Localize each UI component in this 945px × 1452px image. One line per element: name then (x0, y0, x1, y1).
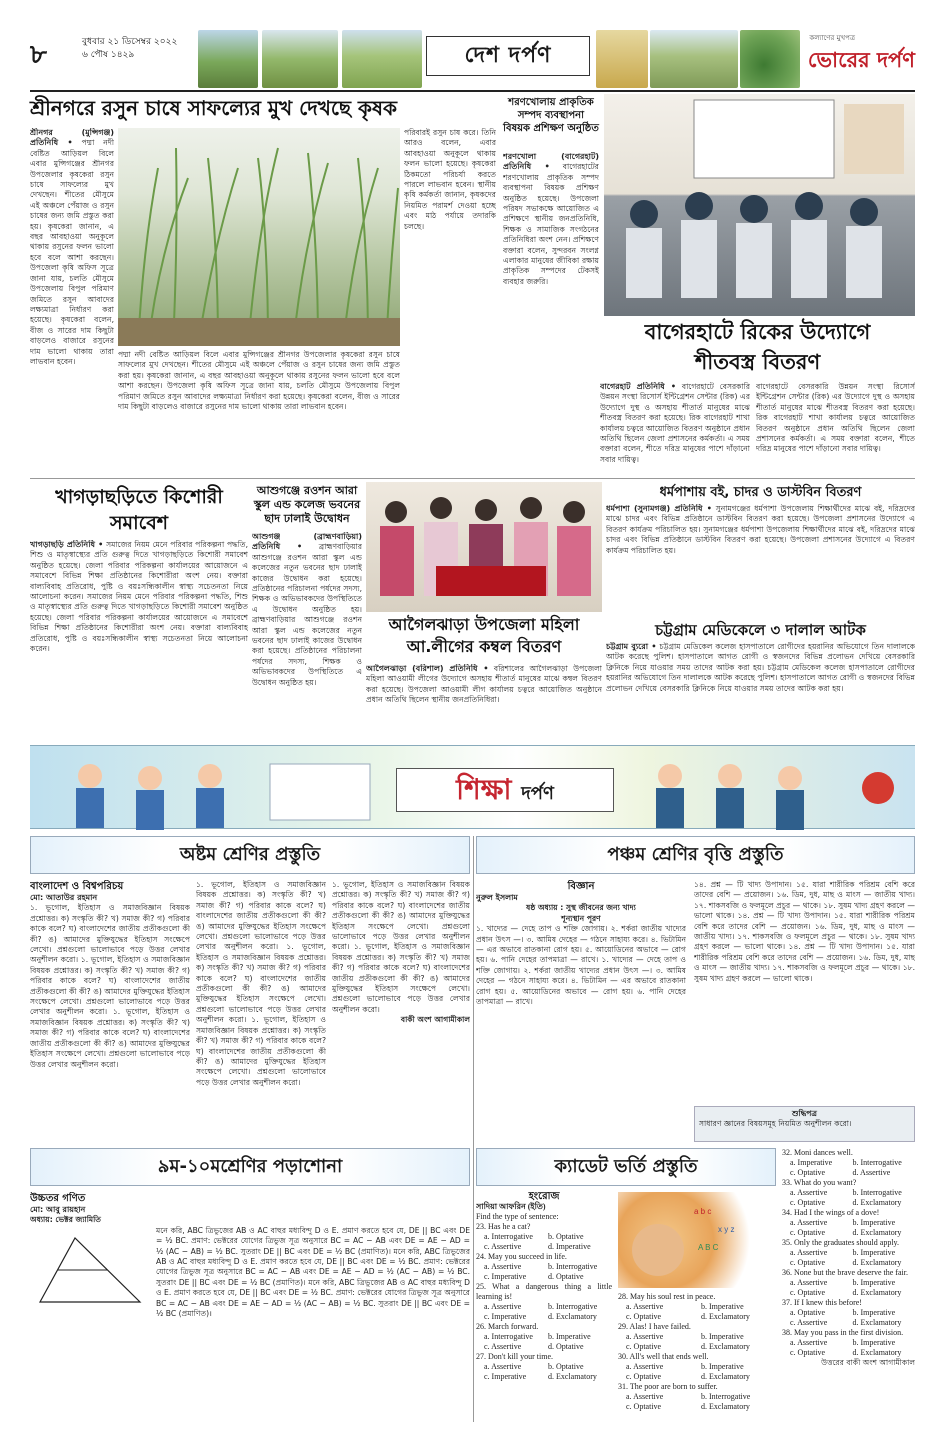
mcq-item (782, 1328, 915, 1358)
training-body: শরণখোলা (বাগেরহাট) প্রতিনিধি • বাগেরহাটের শরণখোলায় প্রাকৃতিক সম্পদ ব্যবস্থাপনা বিষয়ক প্রশিক্ষণ অনুষ্ঠিত হয়েছে। উপজেলা পরিষদ সভাকক্ষে আয়োজিত এ প্রশিক্ষণে স্থানীয় জনপ্রতিনিধি, শিক্ষক ও সামাজিক সংগঠনের প্রতিনিধিরা অংশ নেন। প্রশিক্ষণে বক্তারা বলেন, সুন্দরবন সংলগ্ন এলাকার মানুষের জীবিকা রক্ষায় প্রাকৃতিক সম্পদের টেকসই ব্যবহার জরুরি। (503, 152, 599, 286)
mcq-option: a. Assertive (626, 1332, 664, 1341)
bgs-teacher: মো: আতাউর রহমান (30, 893, 98, 902)
ctg-headline: চট্টগ্রাম মেডিকেলে ৩ দালাল আটক (655, 621, 866, 639)
shuddhipatra-title: শুদ্ধিপত্র (791, 1109, 817, 1118)
mcq-option: a. Assertive (626, 1362, 664, 1371)
strip-photo-crops (342, 30, 422, 88)
english-questions-left (476, 1222, 612, 1382)
science-chapter: ষষ্ঠ অধ্যায় : সুস্থ জীবনের জন্য খাদ্য (526, 903, 636, 913)
garlic-body-col2: পরিবারই রসুন চাষ করে। তিনি আরও বলেন, এবার আবহাওয়া অনুকূলে থাকায় ফলন ভালো হয়েছে। কৃষকেরা ঠিকমতো পরিচর্যা করতে পারলে লাভবান হবেন। স্থানীয় কৃষি কর্মকর্তা জানান, কৃষকদের নিয়মিত পরামর্শ দেওয়া হচ্ছে এবং মাঠ পর্যায়ে তদারকি চলছে। (404, 128, 496, 231)
ric-headline-line1: বাগেরহাটে রিকের উদ্যোগে (644, 320, 871, 344)
mcq-option: c. Imperative (484, 1312, 527, 1321)
mcq-option: b. Imperative (852, 1218, 896, 1227)
mcq-option: d. Exclamatory (701, 1312, 750, 1321)
math-subject: উচ্চতর গণিত (30, 1193, 86, 1204)
mcq-option: d. Optative (548, 1342, 584, 1351)
mcq-option: d. Exclamatory (701, 1342, 750, 1351)
garlic-body-col3: পদ্মা নদী বেষ্টিত আড়িয়ল বিলে এবার মুন্সিগঞ্জের শ্রীনগর উপজেলার কৃষকেরা রসুন চাষে সাফল্যের মুখ দেখছেন। শীতের মৌসুমে এই অঞ্চলে পেঁয়াজ ও রসুন চাষের জন্য জমি প্রস্তুত করা হয়। কৃষকেরা জানান, এ বছর আবহাওয়া অনুকূলে থাকায় রসুনের ফলন ভালো হবে বলে আশা করছেন। উপজেলা কৃষি অফিস সূত্রে জানা যায়, চলতি মৌসুমে উপজেলায় বিপুল পরিমাণ জমিতে রসুন আবাদের লক্ষ্যমাত্রা নির্ধারণ করা হয়েছে। কৃষকেরা বলেন, বীজ ও সারের দাম কিছুটা বাড়লেও বাজারে রসুনের দাম ভালো থাকায় তারা লাভবান হবেন। (118, 350, 400, 412)
mcq-option: b. Interrogative (701, 1392, 751, 1401)
mcq-option: a. Interrogative (484, 1332, 533, 1341)
mcq-option: c. Imperative (484, 1372, 527, 1381)
mcq-option: b. Imperative (548, 1332, 591, 1341)
mcq-option: d. Exclamatory (548, 1372, 597, 1381)
mcq-option: a. Assertive (626, 1392, 664, 1401)
mcq-option: b. Interrogative (548, 1262, 598, 1271)
mcq-question: 23. Has he a cat? (476, 1222, 531, 1231)
mcq-item (782, 1298, 915, 1328)
mcq-option: a. Optative (790, 1308, 826, 1317)
education-title (396, 768, 614, 812)
mcq-option: b. Imperative (852, 1338, 896, 1347)
mcq-question: 26. March forward. (476, 1322, 539, 1331)
english-questions-right (782, 1148, 915, 1358)
english-instruction: Find the type of sentence: (476, 1212, 559, 1221)
teen-body: খাগড়াছড়ি প্রতিনিধি • সমাজের নিয়ম মেনে পরিবার পরিকল্পনা পদ্ধতি, শিশু ও মাতৃস্বাস্থ্যের প্রতি গুরুত্ব দিতে খাগড়াছড়িতে কিশোরী সমাবেশ অনুষ্ঠিত হয়েছে। জেলা পরিবার পরিকল্পনা কার্যালয়ের আয়োজনে এ সমাবেশে বিভিন্ন শিক্ষা প্রতিষ্ঠানের কিশোরীরা অংশ নেয়। বক্তারা বাল্যবিবাহ প্রতিরোধ, পুষ্টি ও বয়ঃসন্ধিকালীন স্বাস্থ্য সচেতনতা নিয়ে আলোচনা করেন। সমাজের নিয়ম মেনে পরিবার পরিকল্পনা পদ্ধতি, শিশু ও মাতৃস্বাস্থ্যের প্রতি গুরুত্ব দিতে খাগড়াছড়িতে কিশোরী সমাবেশ অনুষ্ঠিত হয়েছে। জেলা পরিবার পরিকল্পনা কার্যালয়ের আয়োজনে এ সমাবেশে বিভিন্ন শিক্ষা প্রতিষ্ঠানের কিশোরীরা অংশ নেয়। বক্তারা বাল্যবিবাহ প্রতিরোধ, পুষ্টি ও বয়ঃসন্ধিকালীন স্বাস্থ্য সচেতনতা নিয়ে আলোচনা করেন। (30, 540, 248, 654)
mcq-option: d. Exclamatory (701, 1372, 750, 1381)
strip-photo-melons (740, 30, 800, 88)
date-english: বুধবার ২১ ডিসেম্বর ২০২২ (82, 37, 178, 47)
mcq-option: a. Assertive (484, 1302, 522, 1311)
divider (30, 478, 915, 479)
shuddhipatra-text: সাধারণ জ্ঞানের বিষয়সমূহ নিয়মিত অনুশীলন করো। (699, 1119, 852, 1128)
mcq-question: 24. May you succeed in life. (476, 1252, 567, 1261)
strip-photo-fields (198, 30, 258, 88)
training-headline: শরণখোলায় প্রাকৃতিক সম্পদ ব্যবস্থাপনা বিষয়ক প্রশিক্ষণ অনুষ্ঠিত (503, 97, 599, 134)
mcq-item (618, 1292, 776, 1322)
class5-heading: পঞ্চম শ্রেণির বৃত্তি প্রস্তুতি (476, 836, 915, 874)
bgs-column-2: ১. ভূগোল, ইতিহাস ও সমাজবিজ্ঞান বিষয়ক প্রশ্নোত্তর। ক) সংস্কৃতি কী? খ) সমাজ কী? গ) পরিবার কাকে বলে? ঘ) বাংলাদেশের জাতীয় প্রতীকগুলো কী কী? ঙ) আমাদের মুক্তিযুদ্ধের ইতিহাস সংক্ষেপে লেখো। প্রশ্নগুলো ভালোভাবে পড়ে উত্তর লেখার অনুশীলন করো। ১. ভূগোল, ইতিহাস ও সমাজবিজ্ঞান বিষয়ক প্রশ্নোত্তর। ক) সংস্কৃতি কী? খ) সমাজ কী? গ) পরিবার কাকে বলে? ঘ) বাংলাদেশের জাতীয় প্রতীকগুলো কী কী? ঙ) আমাদের মুক্তিযুদ্ধের ইতিহাস সংক্ষেপে লেখো। প্রশ্নগুলো ভালোভাবে পড়ে উত্তর লেখার অনুশীলন করো। ১. ভূগোল, ইতিহাস ও সমাজবিজ্ঞান বিষয়ক প্রশ্নোত্তর। ক) সংস্কৃতি কী? খ) সমাজ কী? গ) পরিবার কাকে বলে? ঘ) বাংলাদেশের জাতীয় প্রতীকগুলো কী কী? ঙ) আমাদের মুক্তিযুদ্ধের ইতিহাস সংক্ষেপে লেখো। প্রশ্নগুলো ভালোভাবে পড়ে উত্তর লেখার অনুশীলন করো। (196, 880, 326, 1087)
mcq-question: 30. All's well that ends well. (618, 1352, 709, 1361)
mcq-option: d. Exclamatory (852, 1348, 902, 1357)
strip-photo-cattle (650, 30, 738, 88)
mcq-option: a. Interrogative (484, 1232, 533, 1241)
school-headline: আশুগঞ্জে রওশন আরা স্কুল এন্ড কলেজ ভবনের ছাদ ঢালাই উদ্বোধন (253, 484, 361, 525)
mcq-option: b. Optative (548, 1362, 584, 1371)
garlic-headline: শ্রীনগরে রসুন চাষে সাফল্যের মুখ দেখছে কৃষক (30, 96, 398, 120)
mcq-option: d. Optative (548, 1272, 584, 1281)
section-title: দেশ দর্পণ (426, 36, 590, 76)
brand-logo: ভোরের দর্পণ (807, 47, 915, 72)
garlic-byline: শ্রীনগর (মুন্সিগঞ্জ) প্রতিনিধি • (30, 128, 114, 148)
mcq-option: b. Interrogative (548, 1302, 598, 1311)
mcq-option: b. Imperative (852, 1278, 896, 1287)
math-column: উচ্চতর গণিত মো: আবু রায়হান অধ্যায়: ভেক্টর জ্যামিতি মনে করি, ABC ত্রিভুজের AB ও AC বাহুর মধ্যবিন্দু D ও E. প্রমাণ করতে হবে যে, DE || BC এবং DE = ½ BC. প্রমাণ: ভেক্টরের যোগের ত্রিভুজ সূত্র অনুসারে BC = AC − AB এবং DE = AE − AD = ½ (AC − AB) = ½ BC. সুতরাং DE || BC এবং DE = ½ BC (প্রমাণিত)। মনে করি, ABC ত্রিভুজের AB ও AC বাহুর মধ্যবিন্দু D ও E. প্রমাণ করতে হবে যে, DE || BC এবং DE = ½ BC. প্রমাণ: ভেক্টরের যোগের ত্রিভুজ সূত্র অনুসারে BC = AC − AB এবং DE = AE − AD = ½ (AC − AB) = ½ BC. সুতরাং DE || BC এবং DE = ½ BC (প্রমাণিত)। মনে করি, ABC ত্রিভুজের AB ও AC বাহুর মধ্যবিন্দু D ও E. প্রমাণ করতে হবে যে, DE || BC এবং DE = ½ BC. প্রমাণ: ভেক্টরের যোগের ত্রিভুজ সূত্র অনুসারে BC = AC − AB এবং DE = AE − AD = ½ (AC − AB) = ½ BC. সুতরাং DE || BC এবং DE = ½ BC (প্রমাণিত)। (30, 1193, 470, 1319)
mcq-option: c. Optative (626, 1402, 662, 1411)
ric-event-photo (604, 94, 915, 316)
dharmapasha-headline: ধর্মপাশায় বই, চাদর ও ডাস্টবিন বিতরণ (659, 485, 862, 500)
mcq-option: a. Imperative (790, 1158, 833, 1167)
ric-body-col2: বাগেরহাটে বেসরকারি উন্নয়ন সংস্থা রিসোর্স ইন্টিগ্রেশন সেন্টার (রিক) এর উদ্যোগে দুস্থ ও অসহায় শীতার্ত মানুষের মাঝে শীতবস্ত্র বিতরণ করা হয়েছে। রিক বাগেরহাট শাখা কার্যালয় চত্বরে আয়োজিত বিতরণ অনুষ্ঠানে প্রধান অতিথি ছিলেন জেলা প্রশাসনের কর্মকর্তা। এ সময় বক্তারা বলেন, শীতে দরিদ্র মানুষের পাশে দাঁড়ানো সবার দায়িত্ব। (756, 382, 915, 454)
english-column-3 (782, 1148, 915, 1422)
garlic-field-photo (118, 128, 400, 346)
education-banner (30, 745, 915, 829)
mcq-option: d. Exclamatory (852, 1228, 902, 1237)
english-column-2 (618, 1292, 776, 1422)
mcq-option: c. Assertive (484, 1242, 522, 1251)
mcq-question: 36. None but the brave deserve the fair. (782, 1268, 908, 1277)
mcq-option: a. Assertive (790, 1338, 828, 1347)
svg-text:x y z: x y z (718, 1225, 735, 1234)
mcq-item (476, 1222, 612, 1252)
mcq-option: a. Assertive (484, 1262, 522, 1271)
mcq-question: 32. Moni dances well. (782, 1148, 853, 1157)
english-teacher: সাদিয়া আফরিন (ইতি) (476, 1202, 546, 1211)
ctg-body: চট্টগ্রাম ব্যুরো • চট্টগ্রাম মেডিকেল কলেজ হাসপাতালে রোগীদের হয়রানির অভিযোগে তিন দালালকে আটক করেছে পুলিশ। হাসপাতালে আগত রোগী ও স্বজনদের বিভিন্ন প্রলোভন দেখিয়ে বেসরকারি ক্লিনিকে নিয়ে যাওয়ার সময় তাদের আটক করা হয়। চট্টগ্রাম মেডিকেল কলেজ হাসপাতালে রোগীদের হয়রানির অভিযোগে তিন দালালকে আটক করেছে পুলিশ। হাসপাতালে আগত রোগী ও স্বজনদের বিভিন্ন প্রলোভন দেখিয়ে বেসরকারি ক্লিনিকে নিয়ে যাওয়ার সময় তাদের আটক করা হয়। (606, 642, 915, 693)
english-footer: উত্তরের বাকী অংশ আগামীকাল (821, 1358, 915, 1367)
strip-photo-wheat (596, 30, 648, 88)
mcq-item (476, 1282, 612, 1322)
mcq-question: 28. May his soul rest in peace. (618, 1292, 716, 1301)
mcq-option: b. Optative (548, 1232, 584, 1241)
cadet-heading: ক্যাডেট ভর্তি প্রস্তুতি (476, 1148, 776, 1186)
awami-headline-line2: আ.লীগের কম্বল বিতরণ (406, 637, 562, 656)
mcq-option: a. Assertive (790, 1218, 828, 1227)
mcq-option: c. Imperative (484, 1272, 527, 1281)
science-teacher: নুরুল ইসলাম (476, 893, 518, 902)
bgs-column-3: ১. ভূগোল, ইতিহাস ও সমাজবিজ্ঞান বিষয়ক প্রশ্নোত্তর। ক) সংস্কৃতি কী? খ) সমাজ কী? গ) পরিবার কাকে বলে? ঘ) বাংলাদেশের জাতীয় প্রতীকগুলো কী কী? ঙ) আমাদের মুক্তিযুদ্ধের ইতিহাস সংক্ষেপে লেখো। প্রশ্নগুলো ভালোভাবে পড়ে উত্তর লেখার অনুশীলন করো। ১. ভূগোল, ইতিহাস ও সমাজবিজ্ঞান বিষয়ক প্রশ্নোত্তর। ক) সংস্কৃতি কী? খ) সমাজ কী? গ) পরিবার কাকে বলে? ঘ) বাংলাদেশের জাতীয় প্রতীকগুলো কী কী? ঙ) আমাদের মুক্তিযুদ্ধের ইতিহাস সংক্ষেপে লেখো। প্রশ্নগুলো ভালোভাবে পড়ে উত্তর লেখার অনুশীলন করো। বাকী অংশ আগামীকাল (332, 880, 470, 1025)
svg-text:a b c: a b c (694, 1207, 712, 1216)
mcq-option: b. Imperative (701, 1332, 744, 1341)
date-block (82, 36, 177, 62)
mcq-option: c. Optative (790, 1228, 826, 1237)
mcq-question: 29. Alas! I have failed. (618, 1322, 691, 1331)
mcq-option: b. Interrogative (852, 1188, 902, 1197)
mcq-question: 37. If I knew this before! (782, 1298, 862, 1307)
science-column-2: ১৪. প্রশ্ন — টি খাদ্য উপাদান। ১৫. যারা শারীরিক পরিশ্রম বেশি করে তাদের বেশি — প্রয়োজন। ১৬. ডিম, দুধ, মাছ ও মাংস — জাতীয় খাদ্য। ১৭. শাকসবজি ও ফলমূলে প্রচুর — থাকে। ১৮. সুষম খাদ্য গ্রহণ করলে — ভালো থাকে। ১৪. প্রশ্ন — টি খাদ্য উপাদান। ১৫. যারা শারীরিক পরিশ্রম বেশি করে তাদের বেশি — প্রয়োজন। ১৬. ডিম, দুধ, মাছ ও মাংস — জাতীয় খাদ্য। ১৭. শাকসবজি ও ফলমূলে প্রচুর — থাকে। ১৮. সুষম খাদ্য গ্রহণ করলে — ভালো থাকে। ১৪. প্রশ্ন — টি খাদ্য উপাদান। ১৫. যারা শারীরিক পরিশ্রম বেশি করে তাদের বেশি — প্রয়োজন। ১৬. ডিম, দুধ, মাছ ও মাংস — জাতীয় খাদ্য। ১৭. শাকসবজি ও ফলমূলে প্রচুর — থাকে। ১৮. সুষম খাদ্য গ্রহণ করলে — ভালো থাকে। (694, 880, 915, 983)
teen-headline: খাগড়াছড়িতে কিশোরী সমাবেশ (55, 486, 223, 534)
mcq-option: b. Imperative (852, 1308, 896, 1317)
class8-heading: অষ্টম শ্রেণির প্রস্তুতি (30, 836, 470, 874)
science-column: বিজ্ঞান নুরুল ইসলাম ষষ্ঠ অধ্যায় : সুস্থ জীবনের জন্য খাদ্য শূন্যস্থান পূরণ ১. খাদ্যের — দেহে তাপ ও শক্তি জোগায়। ২. শর্করা জাতীয় খাদ্যের প্রধান উৎস —। ৩. আমিষ দেহের — গঠনে সাহায্য করে। ৪. ভিটামিন — এর অভাবে রাতকানা রোগ হয়। ৫. আয়োডিনের অভাবে — রোগ হয়। ৬. পানি দেহের তাপমাত্রা — রাখে। ১. খাদ্যের — দেহে তাপ ও শক্তি জোগায়। ২. শর্করা জাতীয় খাদ্যের প্রধান উৎস —। ৩. আমিষ দেহের — গঠনে সাহায্য করে। ৪. ভিটামিন — এর অভাবে রাতকানা রোগ হয়। ৫. আয়োডিনের অভাবে — রোগ হয়। ৬. পানি দেহের তাপমাত্রা — রাখে। (476, 881, 686, 1007)
mcq-item (476, 1252, 612, 1282)
awami-headline-line1: আগৈলঝাড়া উপজেলা মহিলা (388, 615, 580, 634)
mcq-option: b. Interrogative (852, 1158, 902, 1167)
mcq-option: a. Assertive (484, 1362, 522, 1371)
mcq-option: c. Optative (790, 1258, 826, 1267)
mcq-question: 35. Only the graduates should apply. (782, 1238, 900, 1247)
garlic-body: পদ্মা নদী বেষ্টিত আড়িয়ল বিলে এবার মুন্সিগঞ্জের শ্রীনগর উপজেলার কৃষকেরা রসুন চাষে সাফল্যের মুখ দেখছেন। শীতের মৌসুমে এই অঞ্চলে পেঁয়াজ ও রসুন চাষের জন্য জমি প্রস্তুত করা হয়। কৃষকেরা জানান, এ বছর আবহাওয়া অনুকূলে থাকায় রসুনের ফলন ভালো হবে বলে আশা করছেন। উপজেলা কৃষি অফিস সূত্রে জানা যায়, চলতি মৌসুমে উপজেলায় বিপুল পরিমাণ জমিতে রসুন আবাদের লক্ষ্যমাত্রা নির্ধারণ করা হয়েছে। কৃষকেরা বলেন, বীজ ও সারের দাম কিছুটা বাড়লেও বাজারে রসুনের দাম ভালো থাকায় তারা লাভবান হবেন। (30, 138, 114, 366)
mcq-question: 25. What a dangerous thing a little learning is! (476, 1282, 612, 1301)
mcq-option: c. Assertive (484, 1342, 522, 1351)
mcq-option: b. Imperative (701, 1302, 744, 1311)
english-subject: ইংরেজি (528, 1192, 560, 1202)
awami-body: আগৈলঝাড়া (বরিশাল) প্রতিনিধি • বরিশালের আগৈলঝাড়া উপজেলা মহিলা আওয়ামী লীগের উদ্যোগে অসহায় শীতার্ত মানুষের মাঝে কম্বল বিতরণ করা হয়েছে। উপজেলা আওয়ামী লীগ কার্যালয় চত্বরে আয়োজিত অনুষ্ঠানে প্রধান অতিথি ছিলেন স্থানীয় জনপ্রতিনিধিরা। (366, 664, 602, 705)
school-body: আশুগঞ্জ (ব্রাহ্মণবাড়িয়া) প্রতিনিধি • ব্রাহ্মণবাড়িয়ার আশুগঞ্জে রওশন আরা স্কুল এন্ড কলেজের নতুন ভবনের ছাদ ঢালাই কাজের উদ্বোধন করা হয়েছে। প্রতিষ্ঠানের পরিচালনা পর্ষদের সদস্য, শিক্ষক ও অভিভাবকদের উপস্থিতিতে এ উদ্বোধন অনুষ্ঠিত হয়। ব্রাহ্মণবাড়িয়ার আশুগঞ্জে রওশন আরা স্কুল এন্ড কলেজের নতুন ভবনের ছাদ ঢালাই কাজের উদ্বোধন করা হয়েছে। প্রতিষ্ঠানের পরিচালনা পর্ষদের সদস্য, শিক্ষক ও অভিভাবকদের উপস্থিতিতে এ উদ্বোধন অনুষ্ঠিত হয়। (252, 532, 362, 687)
mcq-item (618, 1382, 776, 1412)
garlic-plants-illustration (118, 128, 400, 346)
mcq-question: 31. The poor are born to suffer. (618, 1382, 718, 1391)
mcq-question: 38. May you pass in the first division. (782, 1328, 904, 1337)
garlic-body-col1 (30, 128, 114, 450)
bgs-column: বাংলাদেশ ও বিশ্বপরিচয় মো: আতাউর রহমান ১. ভূগোল, ইতিহাস ও সমাজবিজ্ঞান বিষয়ক প্রশ্নোত্তর। ক) সংস্কৃতি কী? খ) সমাজ কী? গ) পরিবার কাকে বলে? ঘ) বাংলাদেশের জাতীয় প্রতীকগুলো কী কী? ঙ) আমাদের মুক্তিযুদ্ধের ইতিহাস সংক্ষেপে লেখো। প্রশ্নগুলো ভালোভাবে পড়ে উত্তর লেখার অনুশীলন করো। ১. ভূগোল, ইতিহাস ও সমাজবিজ্ঞান বিষয়ক প্রশ্নোত্তর। ক) সংস্কৃতি কী? খ) সমাজ কী? গ) পরিবার কাকে বলে? ঘ) বাংলাদেশের জাতীয় প্রতীকগুলো কী কী? ঙ) আমাদের মুক্তিযুদ্ধের ইতিহাস সংক্ষেপে লেখো। প্রশ্নগুলো ভালোভাবে পড়ে উত্তর লেখার অনুশীলন করো। ১. ভূগোল, ইতিহাস ও সমাজবিজ্ঞান বিষয়ক প্রশ্নোত্তর। ক) সংস্কৃতি কী? খ) সমাজ কী? গ) পরিবার কাকে বলে? ঘ) বাংলাদেশের জাতীয় প্রতীকগুলো কী কী? ঙ) আমাদের মুক্তিযুদ্ধের ইতিহাস সংক্ষেপে লেখো। প্রশ্নগুলো ভালোভাবে পড়ে উত্তর লেখার অনুশীলন করো। (30, 881, 190, 1069)
ric-body-col1: বাগেরহাট প্রতিনিধি • বাগেরহাটে বেসরকারি উন্নয়ন সংস্থা রিসোর্স ইন্টিগ্রেশন সেন্টার (রিক) এর উদ্যোগে দুস্থ ও অসহায় শীতার্ত মানুষের মাঝে শীতবস্ত্র বিতরণ করা হয়েছে। রিক বাগেরহাট শাখা কার্যালয় চত্বরে আয়োজিত বিতরণ অনুষ্ঠানে প্রধান অতিথি ছিলেন জেলা প্রশাসনের কর্মকর্তা। এ সময় বক্তারা বলেন, শীতে দরিদ্র মানুষের পাশে দাঁড়ানো সবার দায়িত্ব। (600, 382, 750, 464)
mcq-option: c. Optative (790, 1348, 826, 1357)
mcq-item (782, 1208, 915, 1238)
mcq-option: d. Exclamatory (852, 1258, 902, 1267)
blanket-distribution-photo (366, 482, 602, 612)
mcq-option: a. Assertive (790, 1248, 828, 1257)
strip-photo-farmers (262, 30, 338, 88)
mcq-option: a. Assertive (626, 1302, 664, 1311)
mcq-option: a. Assertive (790, 1278, 828, 1287)
mcq-item (782, 1148, 915, 1178)
masthead (30, 30, 915, 92)
science-subsection: শূন্যস্থান পূরণ (561, 913, 601, 923)
mcq-item (618, 1352, 776, 1382)
brand-tagline: কল্যাণের মুখপত্র (809, 34, 855, 42)
math-teacher: মো: আবু রায়হান (30, 1205, 86, 1214)
mcq-option: c. Optative (790, 1288, 826, 1297)
english-questions-middle (618, 1292, 776, 1412)
mcq-item (618, 1322, 776, 1352)
mcq-option: c. Assertive (790, 1318, 828, 1327)
mcq-option: b. Imperative (852, 1248, 896, 1257)
mcq-question: 27. Don't kill your time. (476, 1352, 553, 1361)
page-number: ৮ (30, 40, 47, 70)
mcq-option: d. Exclamatory (548, 1312, 597, 1321)
mcq-question: 34. Had I the wings of a dove! (782, 1208, 880, 1217)
education-title-sub: দর্পণ (521, 783, 554, 804)
bgs-footer: বাকী অংশ আগামীকাল (400, 1015, 470, 1025)
mcq-option: d. Exclamatory (852, 1288, 902, 1297)
mcq-item (782, 1178, 915, 1208)
mcq-option: a. Assertive (790, 1188, 828, 1197)
math-topic: অধ্যায়: ভেক্টর জ্যামিতি (30, 1215, 101, 1225)
mcq-option: b. Imperative (701, 1362, 744, 1371)
mcq-option: c. Optative (790, 1198, 826, 1207)
mcq-option: c. Optative (626, 1342, 662, 1351)
mcq-item (476, 1352, 612, 1382)
bgs-subject: বাংলাদেশ ও বিশ্বপরিচয় (30, 881, 124, 892)
mcq-option: c. Optative (790, 1168, 826, 1177)
mcq-option: c. Optative (626, 1312, 662, 1321)
mcq-question: 33. What do you want? (782, 1178, 857, 1187)
mcq-option: d. Imperative (548, 1242, 591, 1251)
ric-headline-line2: শীতবস্ত্র বিতরণ (694, 350, 821, 374)
mcq-option: c. Optative (626, 1372, 662, 1381)
mcq-item (476, 1322, 612, 1352)
mcq-option: d. Exclamatory (701, 1402, 750, 1411)
date-bangla: ৬ পৌষ ১৪২৯ (82, 50, 135, 60)
shuddhipatra-box (694, 1106, 915, 1142)
mcq-item (782, 1238, 915, 1268)
svg-text:A B C: A B C (698, 1243, 719, 1252)
science-subject: বিজ্ঞান (567, 881, 595, 892)
mcq-item (782, 1268, 915, 1298)
dharmapasha-body: ধর্মপাশা (সুনামগঞ্জ) প্রতিনিধি • সুনামগঞ্জের ধর্মপাশা উপজেলায় শিক্ষার্থীদের মাঝে বই, দরিদ্রদের মাঝে চাদর এবং বিভিন্ন প্রতিষ্ঠানে ডাস্টবিন বিতরণ করা হয়েছে। উপজেলা প্রশাসনের উদ্যোগে এ বিতরণ কার্যক্রম পরিচালিত হয়। সুনামগঞ্জের ধর্মপাশা উপজেলায় শিক্ষার্থীদের মাঝে বই, দরিদ্রদের মাঝে চাদর এবং বিভিন্ন প্রতিষ্ঠানে ডাস্টবিন বিতরণ করা হয়েছে। উপজেলা প্রশাসনের উদ্যোগে এ বিতরণ কার্যক্রম পরিচালিত হয়। (606, 504, 915, 555)
triangle-diagram (30, 1230, 150, 1310)
mcq-option: d. Exclamatory (852, 1198, 902, 1207)
education-title-main: শিক্ষা (456, 773, 512, 806)
english-column (476, 1192, 612, 1422)
column-divider (473, 836, 474, 1422)
mcq-option: d. Assertive (852, 1168, 891, 1177)
speech-bubble-graphic (618, 1192, 776, 1288)
class9-heading: ৯ম-১০মশ্রেণির পড়াশোনা (30, 1148, 470, 1186)
mcq-option: d. Exclamatory (852, 1318, 902, 1327)
